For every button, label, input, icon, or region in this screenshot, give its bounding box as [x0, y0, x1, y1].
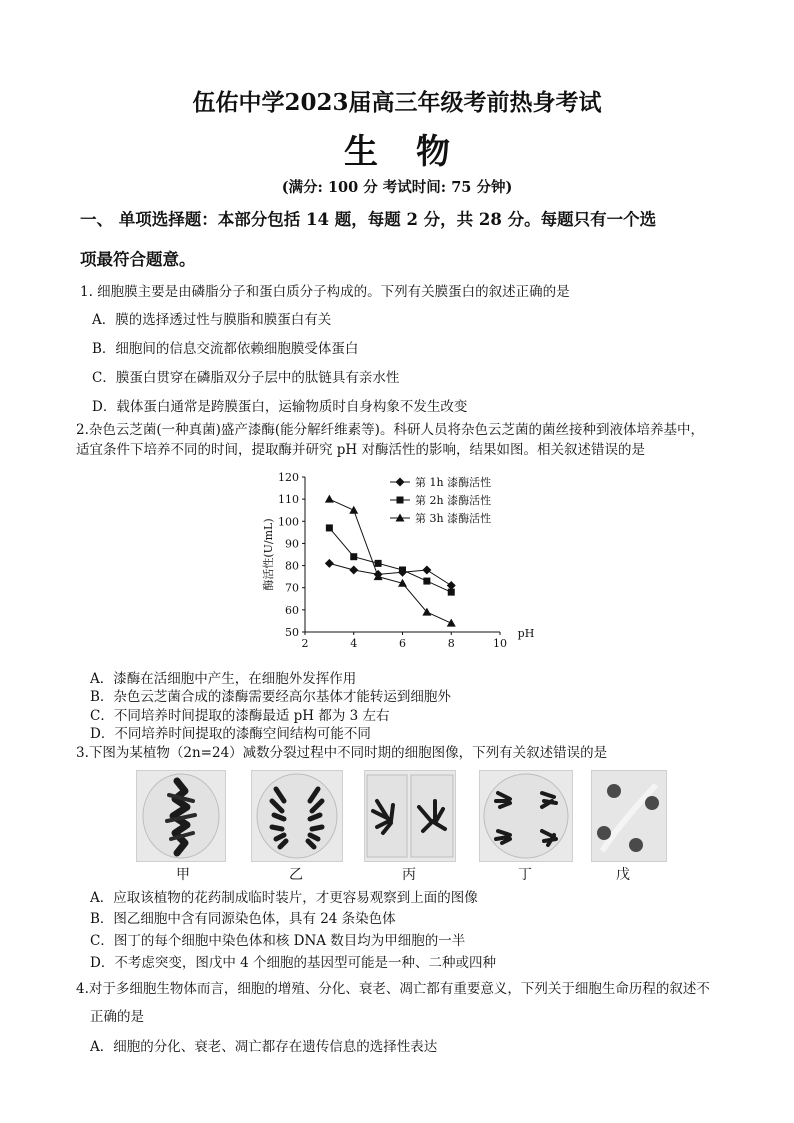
- q4-stem-line2: 正确的是: [90, 1009, 144, 1025]
- q2-option-b: B．杂色云芝菌合成的漆酶需要经高尔基体才能转运到细胞外: [90, 689, 451, 705]
- data-point-series2: [423, 578, 430, 585]
- y-tick-label: 80: [285, 559, 299, 573]
- data-point-series1: [422, 566, 431, 575]
- legend-marker-1: [396, 478, 405, 487]
- legend-marker-2: [397, 497, 404, 504]
- figure-label-yi: 乙: [289, 867, 303, 883]
- q3-option-b: B．图乙细胞中含有同源染色体，具有 24 条染色体: [90, 911, 396, 927]
- data-point-series1: [325, 559, 334, 568]
- y-tick-label: 70: [285, 581, 299, 595]
- micrograph-ding: [479, 770, 573, 862]
- q2-stem-line1: 2.杂色云芝菌(一种真菌)盛产漆酶(能分解纤维素等)。科研人员将杂色云芝菌的菌丝接种到液体培养基中，: [76, 422, 704, 438]
- q2-option-d: D．不同培养时间提取的漆酶空间结构可能不同: [90, 726, 371, 742]
- micrograph-wu: [591, 770, 667, 862]
- q1-option-a: A．膜的选择透过性与膜脂和膜蛋白有关: [92, 312, 332, 328]
- chromosome-image-wu: [592, 771, 666, 861]
- q1-option-c: C．膜蛋白贯穿在磷脂双分子层中的肽链具有亲水性: [92, 370, 400, 386]
- legend-label-2: 第 2h 漆酶活性: [415, 494, 492, 507]
- x-tick-label: 6: [399, 637, 406, 650]
- figure-label-wu: 戊: [616, 867, 630, 883]
- exam-meta: (满分: 100 分 考试时间: 75 分钟): [281, 179, 513, 196]
- q3-option-a: A．应取该植物的花药制成临时装片，才更容易观察到上面的图像: [90, 890, 478, 906]
- q3-stem: 3.下图为某植物（2n=24）减数分裂过程中不同时期的细胞图像，下列有关叙述错误的是: [76, 745, 608, 761]
- q3-option-d: D．不考虑突变，图戊中 4 个细胞的基因型可能是一种、二种或四种: [90, 955, 496, 971]
- q1-option-d: D．载体蛋白通常是跨膜蛋白，运输物质时自身构象不发生改变: [92, 399, 468, 415]
- x-axis-label: pH: [517, 627, 535, 640]
- data-point-series2: [448, 589, 455, 596]
- q4-stem-line1: 4.对于多细胞生物体而言，细胞的增殖、分化、衰老、凋亡都有重要意义，下列关于细胞生命历程的叙述不: [76, 981, 710, 997]
- q1-option-b: B．细胞间的信息交流都依赖细胞膜受体蛋白: [92, 341, 359, 357]
- q3-option-c: C．图丁的每个细胞中染色体和核 DNA 数目均为甲细胞的一半: [90, 933, 466, 949]
- series-line-2: [329, 528, 451, 592]
- x-tick-label: 8: [447, 637, 455, 650]
- y-tick-label: 100: [278, 515, 299, 529]
- q2-option-a: A．漆酶在活细胞中产生，在细胞外发挥作用: [90, 671, 357, 687]
- enzyme-activity-chart: [250, 462, 550, 657]
- y-tick-label: 60: [285, 603, 299, 617]
- chromosome-image-bing: [365, 771, 455, 861]
- data-point-series2: [399, 567, 406, 574]
- q4-option-a: A．细胞的分化、衰老、凋亡都存在遗传信息的选择性表达: [90, 1039, 438, 1055]
- section-heading-cont: 项最符合题意。: [80, 250, 196, 269]
- data-point-series3: [349, 506, 358, 514]
- exam-title: 伍佑中学2023届高三年级考前热身考试: [192, 89, 602, 116]
- subject-title: 生物: [344, 132, 488, 172]
- figure-label-jia: 甲: [176, 867, 190, 883]
- y-tick-label: 90: [285, 537, 299, 551]
- data-point-series2: [375, 560, 382, 567]
- y-tick-label: 50: [285, 626, 299, 639]
- figure-label-ding: 丁: [518, 867, 532, 883]
- micrograph-yi: [251, 770, 343, 862]
- data-point-series2: [350, 553, 357, 560]
- y-axis-label: 酶活性(U/mL): [262, 518, 275, 591]
- micrograph-jia: [136, 770, 226, 862]
- data-point-series2: [326, 524, 333, 531]
- x-tick-label: 2: [301, 637, 309, 650]
- chromosome-image-jia: [137, 771, 225, 861]
- y-tick-label: 110: [278, 493, 299, 507]
- chromosome-image-yi: [252, 771, 342, 861]
- q2-stem-line2: 适宜条件下培养不同的时间，提取酶并研究 pH 对酶活性的影响，结果如图。相关叙述错误的是: [76, 442, 645, 458]
- data-point-series1: [349, 566, 358, 575]
- legend-label-1: 第 1h 漆酶活性: [415, 476, 492, 489]
- figure-label-bing: 丙: [402, 867, 416, 883]
- y-tick-label: 120: [278, 471, 299, 484]
- x-tick-label: 10: [493, 637, 507, 650]
- x-tick-label: 4: [350, 637, 358, 650]
- section-heading: 一、 单项选择题：本部分包括 14 题，每题 2 分，共 28 分。每题只有一个选: [80, 210, 657, 229]
- legend-label-3: 第 3h 漆酶活性: [415, 512, 492, 525]
- q2-option-c: C．不同培养时间提取的漆酶最适 pH 都为 3 左右: [90, 708, 390, 724]
- micrograph-bing: [364, 770, 456, 862]
- data-point-series3: [325, 495, 334, 503]
- chromosome-image-ding: [480, 771, 572, 861]
- q1-stem: 1. 细胞膜主要是由磷脂分子和蛋白质分子构成的。下列有关膜蛋白的叙述正确的是: [80, 284, 570, 300]
- data-point-series3: [447, 619, 456, 627]
